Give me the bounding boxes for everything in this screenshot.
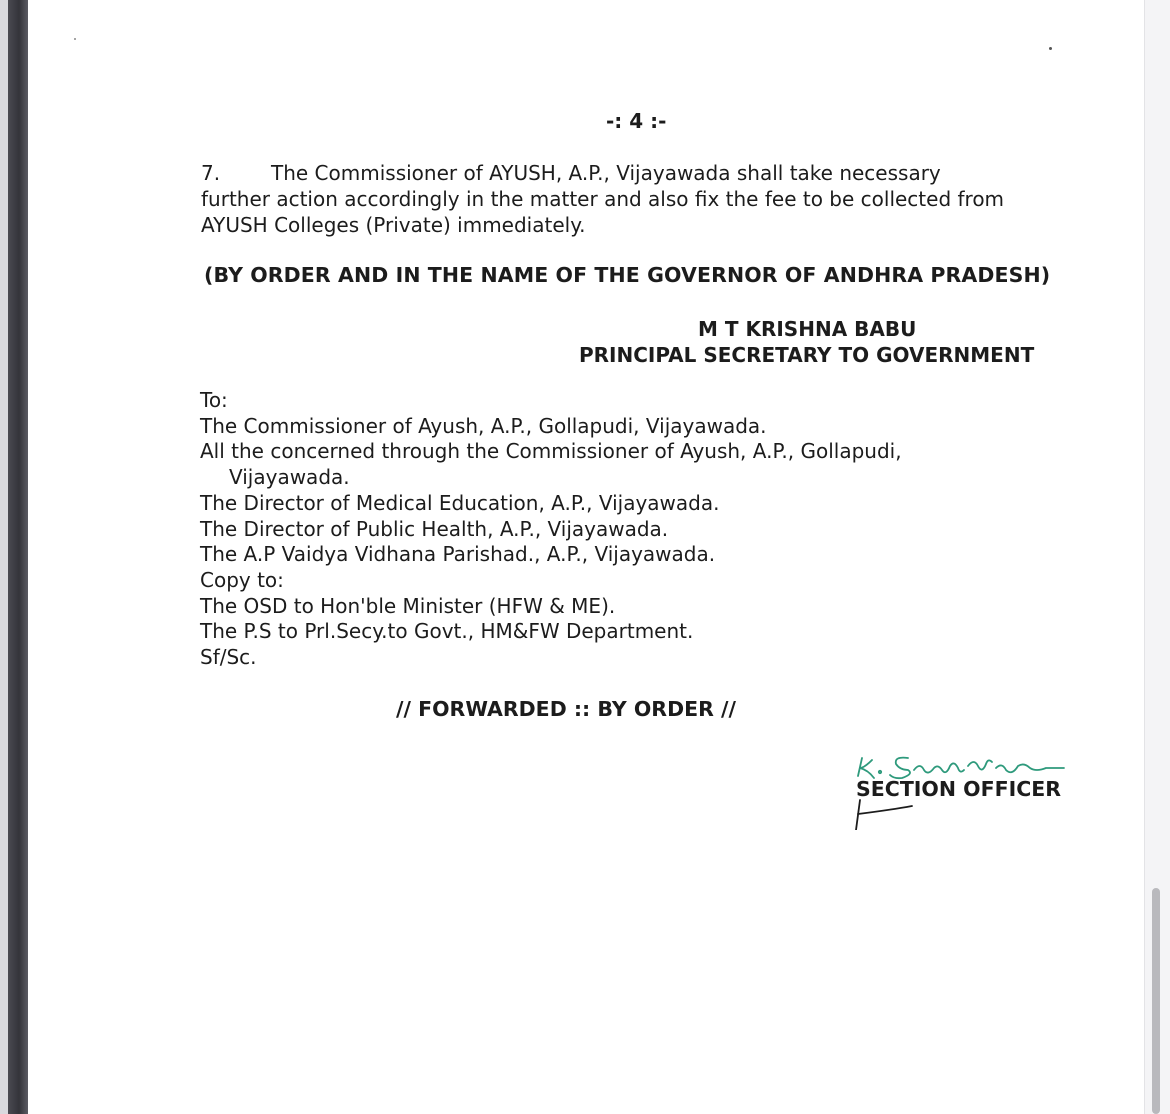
recipient: The Director of Public Health, A.P., Vijayawada. (200, 516, 669, 541)
recipient: The Director of Medical Education, A.P., Vijayawada. (200, 490, 720, 515)
forwarded-line: // FORWARDED :: BY ORDER // (396, 697, 736, 721)
scrollbar-thumb[interactable] (1152, 888, 1160, 1114)
file-reference: Sf/Sc. (200, 645, 257, 670)
recipient: The A.P Vaidya Vidhana Parishad., A.P., Vijayawada. (200, 542, 716, 567)
copy-recipient: The OSD to Hon'ble Minister (HFW & ME). (200, 593, 616, 618)
paragraph-number: 7. (201, 161, 221, 185)
paragraph-line-1: The Commissioner of AYUSH, A.P., Vijayawada shall take necessary (271, 161, 941, 185)
scan-speck (1049, 47, 1052, 50)
recipient-continuation: Vijayawada. (229, 465, 350, 490)
copy-to-label: Copy to: (200, 567, 284, 592)
distribution-list (200, 388, 902, 671)
paragraph-line-2: further action accordingly in the matter and also fix the fee to be collected from (201, 187, 1005, 211)
governor-order-line: (BY ORDER AND IN THE NAME OF THE GOVERNOR OF ANDHRA PRADESH) (204, 263, 1051, 287)
viewer-left-bar (8, 0, 28, 1114)
recipient: All the concerned through the Commissioner of Ayush, A.P., Gollapudi, (200, 439, 902, 464)
paragraph-7 (201, 160, 1077, 238)
copy-recipient: The P.S to Prl.Secy.to Govt., HM&FW Department. (200, 619, 694, 644)
page-number: -: 4 :- (606, 109, 667, 133)
recipient: The Commissioner of Ayush, A.P., Gollapudi, Vijayawada. (200, 413, 767, 438)
signatory-name: M T KRISHNA BABU (698, 317, 917, 341)
scan-speck (74, 38, 76, 40)
paragraph-line-3: AYUSH Colleges (Private) immediately. (201, 213, 586, 237)
section-officer-title: SECTION OFFICER (856, 777, 1062, 801)
to-label: To: (200, 388, 228, 412)
viewer-left-edge (0, 0, 8, 1114)
signatory-title: PRINCIPAL SECRETARY TO GOVERNMENT (579, 343, 1035, 367)
